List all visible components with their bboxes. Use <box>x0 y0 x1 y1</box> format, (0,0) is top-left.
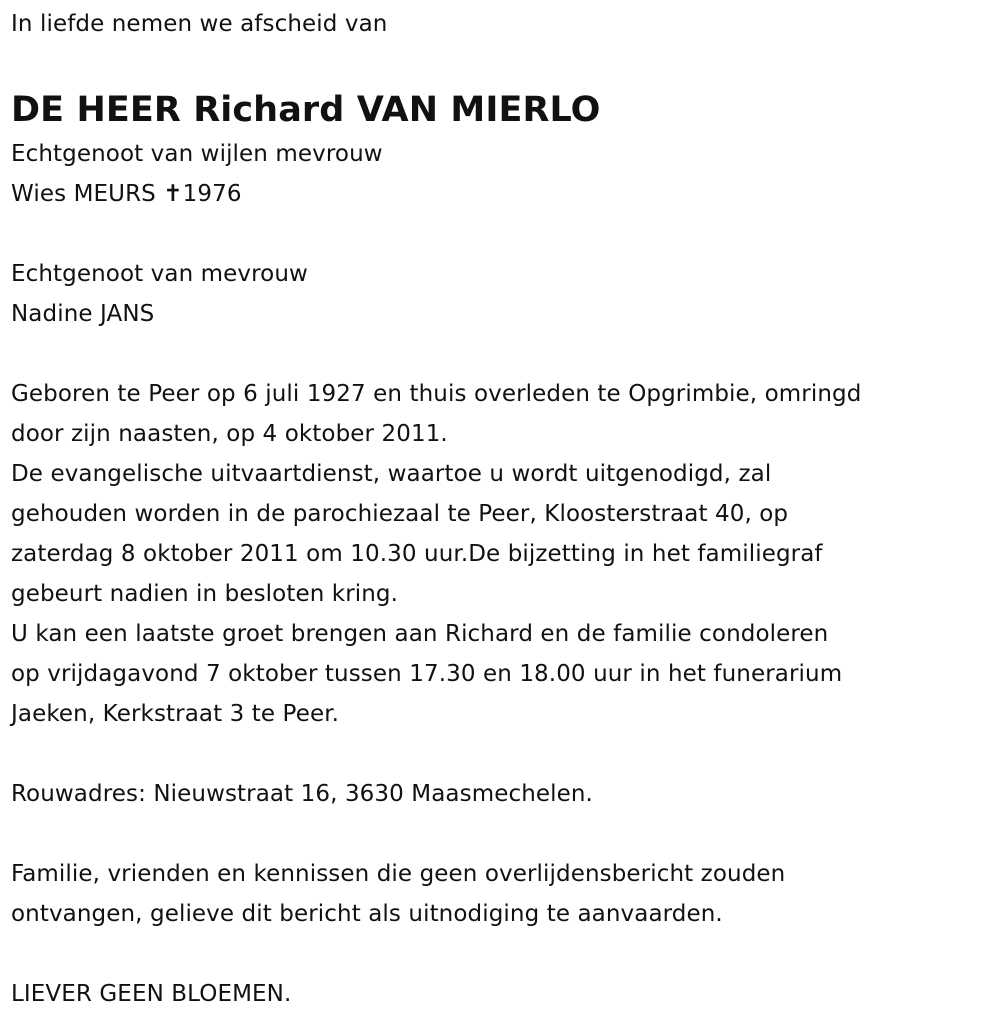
spacer <box>11 814 991 854</box>
details-line: door zijn naasten, op 4 oktober 2011. <box>11 421 448 447</box>
cross-icon: ✝ <box>163 181 183 207</box>
details-line: De evangelische uitvaartdienst, waartoe u wordt uitgenodigd, zal <box>11 461 772 487</box>
spacer <box>11 934 991 974</box>
spacer <box>11 44 991 84</box>
details-line: Jaeken, Kerkstraat 3 te Peer. <box>11 701 340 727</box>
spacer <box>11 734 991 774</box>
spouse2-name: Nadine JANS <box>11 301 155 327</box>
spacer <box>11 214 991 254</box>
spouse1-name: Wies MEURS <box>11 181 156 207</box>
invitation-line: ontvangen, gelieve dit bericht als uitnodiging te aanvaarden. <box>11 901 723 927</box>
details-line: gebeurt nadien in besloten kring. <box>11 581 399 607</box>
intro-text: In liefde nemen we afscheid van <box>11 11 388 37</box>
deceased-name: DE HEER Richard VAN MIERLO <box>11 90 601 130</box>
mourning-address: Rouwadres: Nieuwstraat 16, 3630 Maasmechelen. <box>11 781 593 807</box>
spacer <box>11 334 991 374</box>
spouse1-death-year: 1976 <box>182 181 242 207</box>
closing-text: LIEVER GEEN BLOEMEN. <box>11 981 292 1007</box>
spouse1-line <box>11 174 991 214</box>
details-line: U kan een laatste groet brengen aan Richard en de familie condoleren <box>11 621 829 647</box>
invitation-paragraph <box>11 854 991 934</box>
spouse1-relation: Echtgenoot van wijlen mevrouw <box>11 141 383 167</box>
invitation-line: Familie, vrienden en kennissen die geen overlijdensbericht zouden <box>11 861 786 887</box>
details-line: op vrijdagavond 7 oktober tussen 17.30 en 18.00 uur in het funerarium <box>11 661 843 687</box>
death-notice <box>11 4 991 1014</box>
details-line: Geboren te Peer op 6 juli 1927 en thuis overleden te Opgrimbie, omringd <box>11 381 862 407</box>
spouse2-relation: Echtgenoot van mevrouw <box>11 261 308 287</box>
details-paragraph <box>11 374 991 734</box>
details-line: zaterdag 8 oktober 2011 om 10.30 uur.De bijzetting in het familiegraf <box>11 541 823 567</box>
details-line: gehouden worden in de parochiezaal te Peer, Kloosterstraat 40, op <box>11 501 789 527</box>
